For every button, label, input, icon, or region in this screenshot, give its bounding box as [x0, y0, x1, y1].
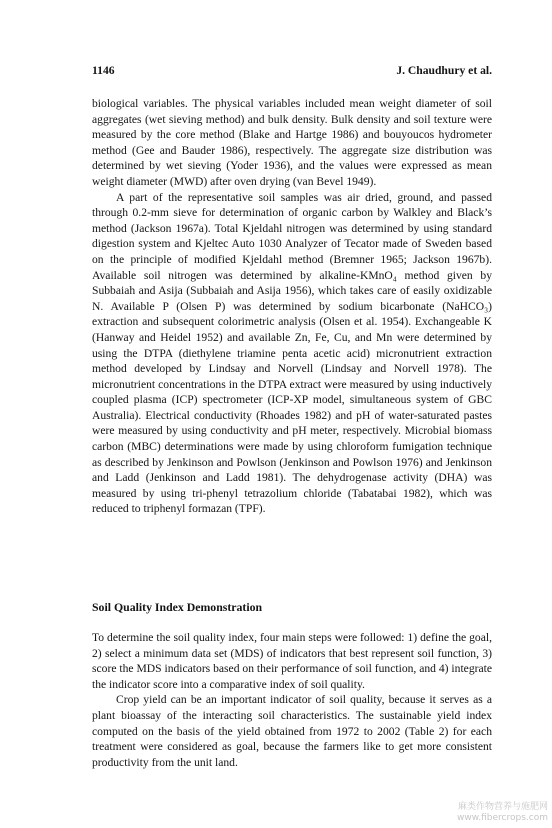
running-header [92, 64, 492, 82]
methods-text-block [92, 96, 492, 517]
paragraph-crop-yield: Crop yield can be an important indicator of soil quality, because it serves as a plant bioassay of the interacting soil characteristics. The sustainable yield index computed on the basis of the yield obtained from 1972 to 2002 (Table 2) for each treatment were considered as goal, because the farmers like to get more consistent productivity from the unit land. [92, 693, 492, 769]
paragraph-physical-variables: biological variables. The physical variables included mean weight diameter of soil aggregates (wet sieving method) and bulk density. Bulk density and soil texture were measured by the core method (Blake and Hartge 1986) and bouyoucos hydrometer method (Gee and Bauder 1986), respectively. The aggregate size distribution was determined by wet sieving (Yoder 1936), and the values were expressed as mean weight diameter (MWD) after oven drying (van Bevel 1949). [92, 97, 492, 188]
paragraph-chemical-analysis: A part of the representative soil samples was air dried, ground, and passed through 0.2-mm sieve for determination of organic carbon by Walkley and Black’s method (Jackson 1967a). Total Kjeldahl nitrogen was determined by using standard digestion system and Kjeltec Auto 1030 Analyzer of Tecator made of Sweden based on the principle of modified Kjeldahl method (Bremner 1965; Jackson 1967b). Available soil nitrogen was determined by alkaline-KMnO₄ method given by Subbaiah and Asija (Subbaiah and Asija 1956), which takes care of easily oxidizable N. Available P (Olsen P) was determined by sodium bicarbonate (NaHCO₃) extraction and subsequent colorimetric analysis (Olsen et al. 1954). Exchangeable K (Hanway and Heidel 1952) and available Zn, Fe, Cu, and Mn were determined by using the DTPA (diethylene triamine penta acetic acid) micronutrient extraction method developed by Lindsay and Norvell (Lindsay and Norvell 1978). The micronutrient concentrations in the DTPA extract were measured by using inductively coupled plasma (ICP) spectrometer (ICP-XP model, simultaneous system of GBC Australia). Electrical conductivity (Rhoades 1982) and pH of water-saturated pastes were measured by using conductivity and pH meter, respectively. Microbial biomass carbon (MBC) determinations were made by using chloroform fumigation technique as described by Jenkinson and Powlson (Jenkinson and Powlson 1976) and Jenkinson and Ladd (Jenkinson and Ladd 1981). The dehydrogenase activity (DHA) was measured by using tri-phenyl tetrazolium chloride (Tabatabai 1982), which was reduced to triphenyl formazan (TPF). [92, 190, 492, 516]
site-watermark [457, 802, 548, 824]
paragraph-soil-quality-steps: To determine the soil quality index, four main steps were followed: 1) define the goal, 2) select a minimum data set (MDS) of indicators that best represent soil function, 3) score the MDS indicators based on their performance of soil function, and 4) integrate the indicator score into a comparative index of soil quality. [92, 631, 492, 691]
soil-quality-text-block [92, 630, 492, 770]
watermark-url: www.fibercrops.com [457, 813, 548, 823]
running-author: J. Chaudhury et al. [396, 64, 492, 77]
page-number: 1146 [92, 64, 115, 77]
watermark-chinese-text: 麻类作物营养与施肥网 [457, 802, 548, 812]
section-heading: Soil Quality Index Demonstration [92, 600, 263, 614]
